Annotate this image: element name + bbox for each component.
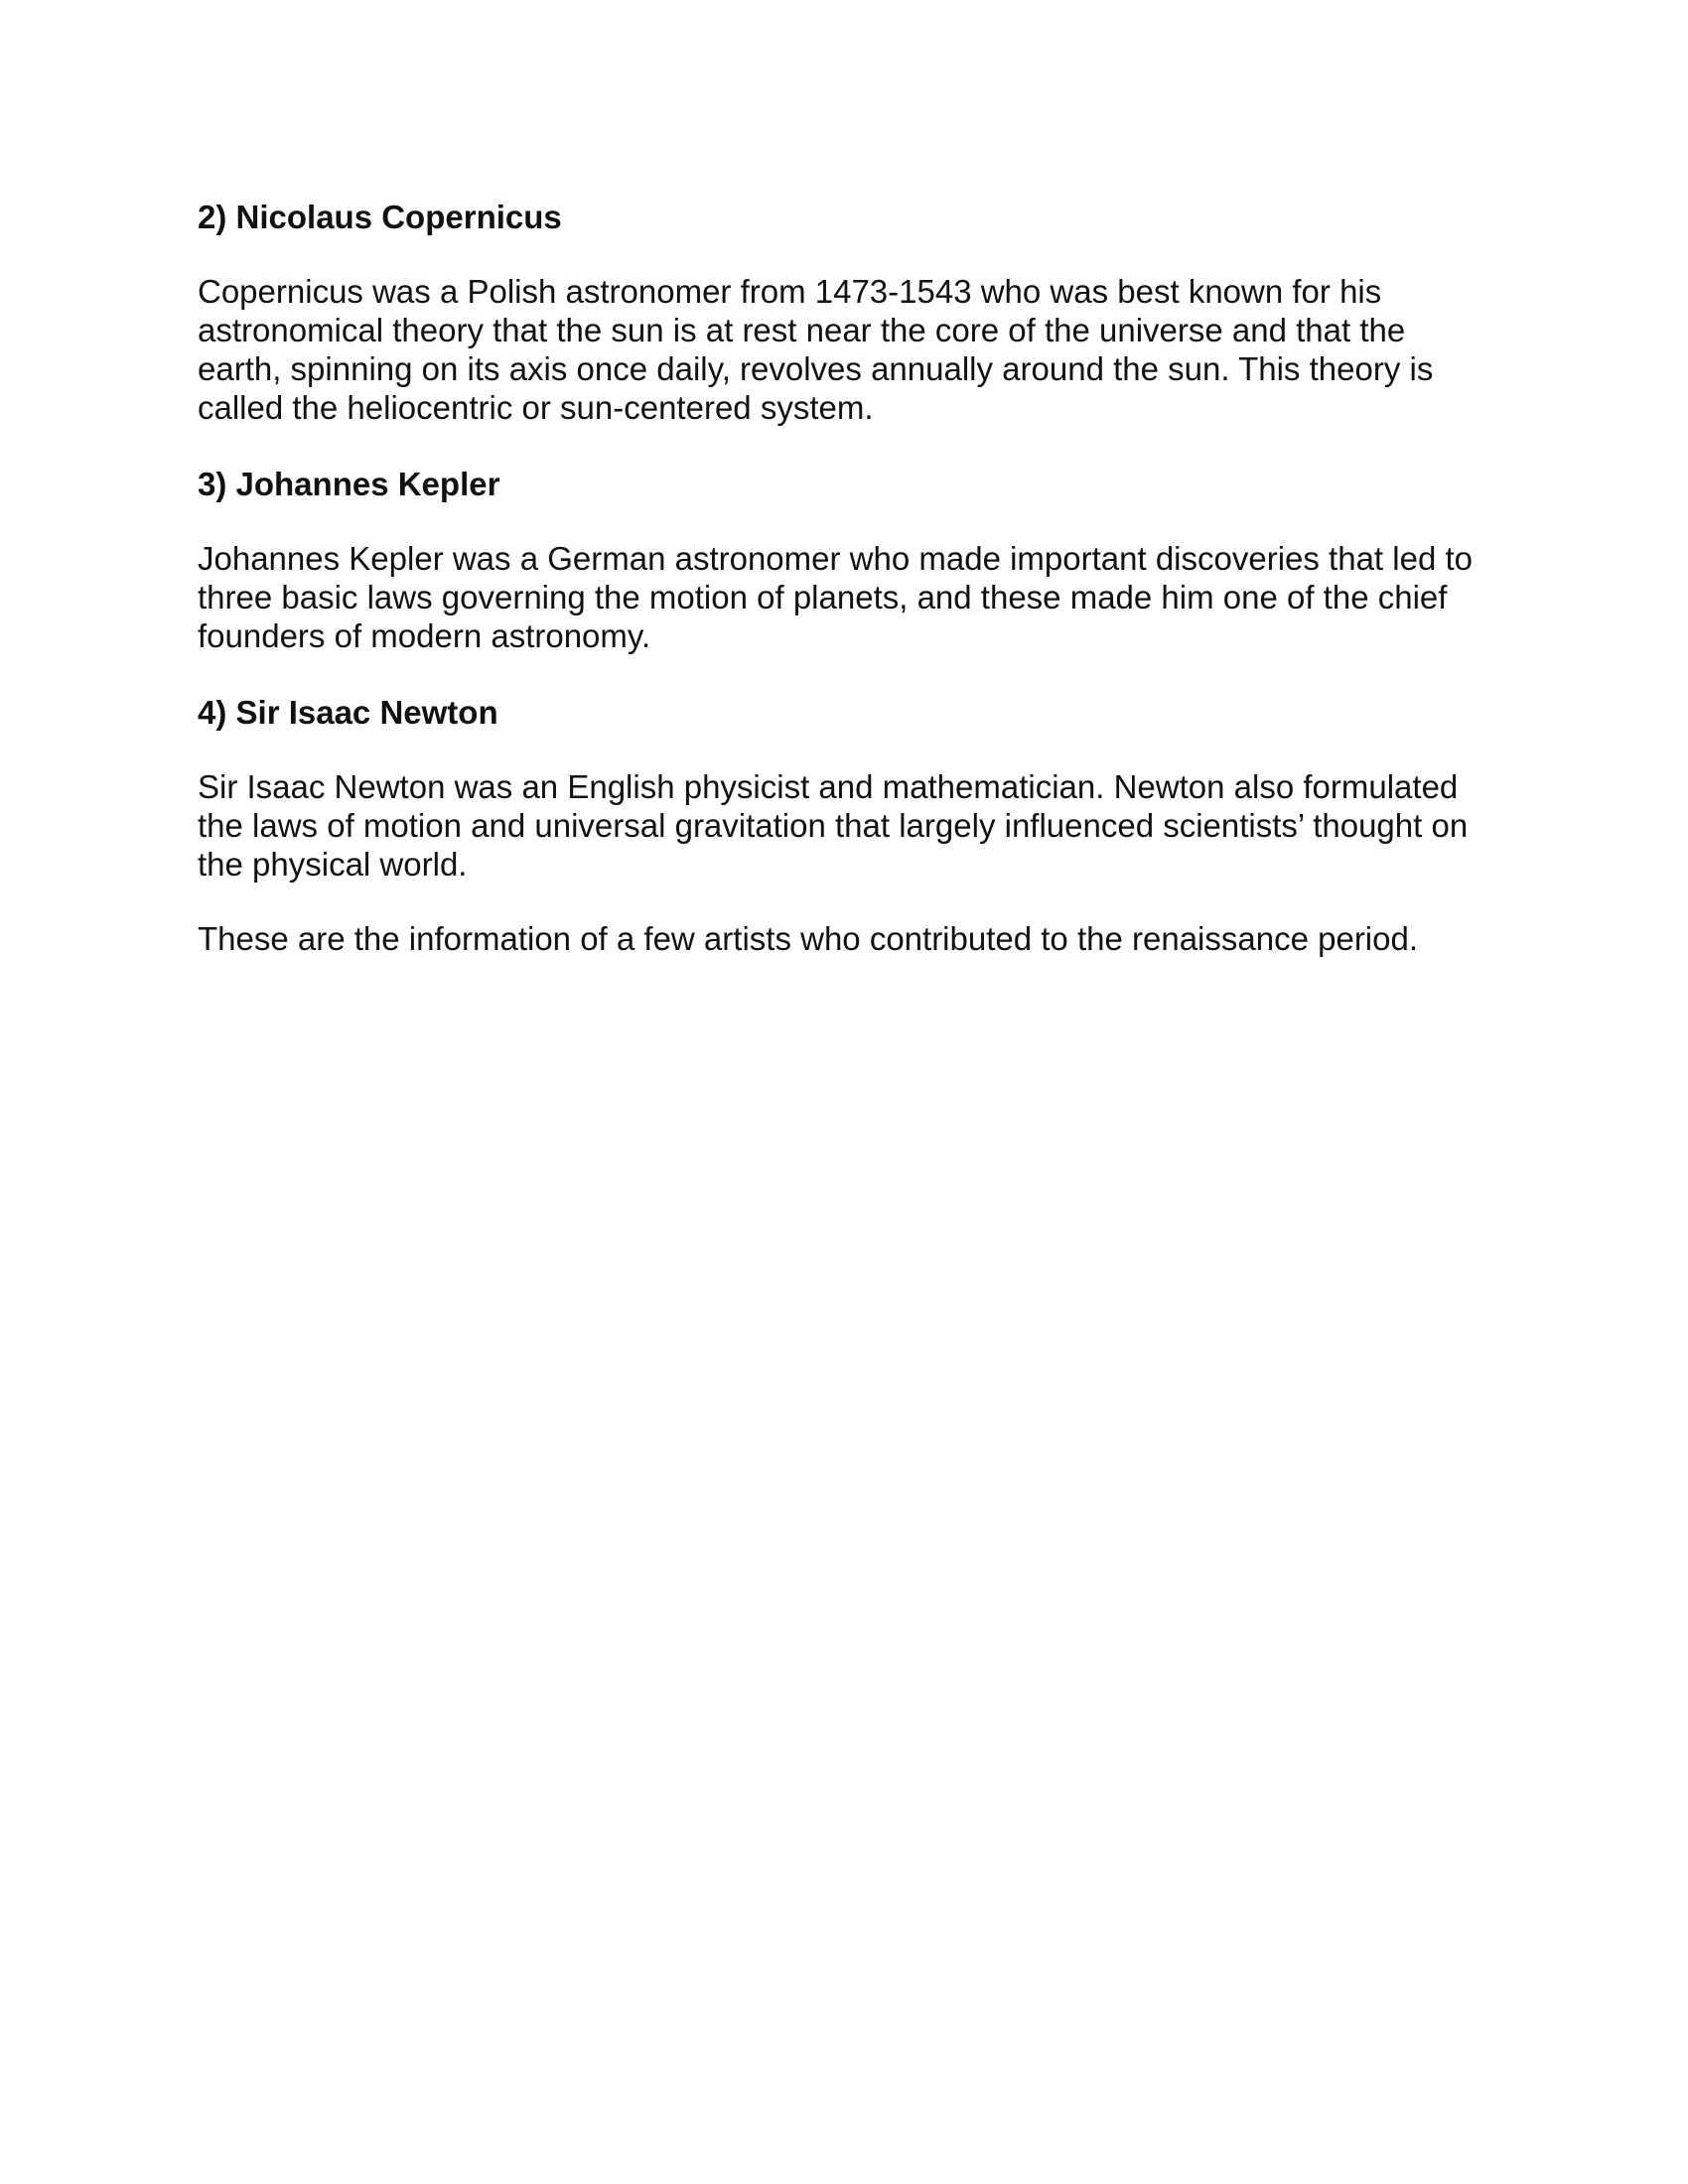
paragraph-line: earth, spinning on its axis once daily, revolves annually around the sun. This theory is (198, 350, 1434, 387)
section-paragraph (198, 539, 1508, 655)
section-copernicus (198, 196, 1508, 427)
document-body (198, 196, 1508, 994)
paragraph-line: astronomical theory that the sun is at rest near the core of the universe and that the (198, 312, 1406, 348)
paragraph-line: Sir Isaac Newton was an English physicist and mathematician. Newton also formulated (198, 768, 1459, 805)
paragraph-line: Johannes Kepler was a German astronomer who made important discoveries that led to (198, 540, 1473, 577)
paragraph-line: called the heliocentric or sun-centered system. (198, 389, 874, 426)
section-heading: 2) Nicolaus Copernicus (198, 199, 562, 235)
section-paragraph (198, 767, 1508, 884)
section-paragraph (198, 272, 1508, 427)
section-kepler (198, 463, 1508, 655)
section-heading: 3) Johannes Kepler (198, 466, 500, 502)
paragraph-line: founders of modern astronomy. (198, 617, 651, 654)
paragraph-line: the physical world. (198, 846, 468, 883)
paragraph-line: three basic laws governing the motion of planets, and these made him one of the chief (198, 579, 1448, 615)
paragraph-line: the laws of motion and universal gravitation that largely influenced scientists’ thought on (198, 807, 1469, 844)
section-heading: 4) Sir Isaac Newton (198, 694, 498, 731)
closing-paragraph: These are the information of a few artists who contributed to the renaissance period. (198, 920, 1419, 957)
paragraph-line: Copernicus was a Polish astronomer from 1473-1543 who was best known for his (198, 273, 1382, 310)
section-newton (198, 691, 1508, 884)
